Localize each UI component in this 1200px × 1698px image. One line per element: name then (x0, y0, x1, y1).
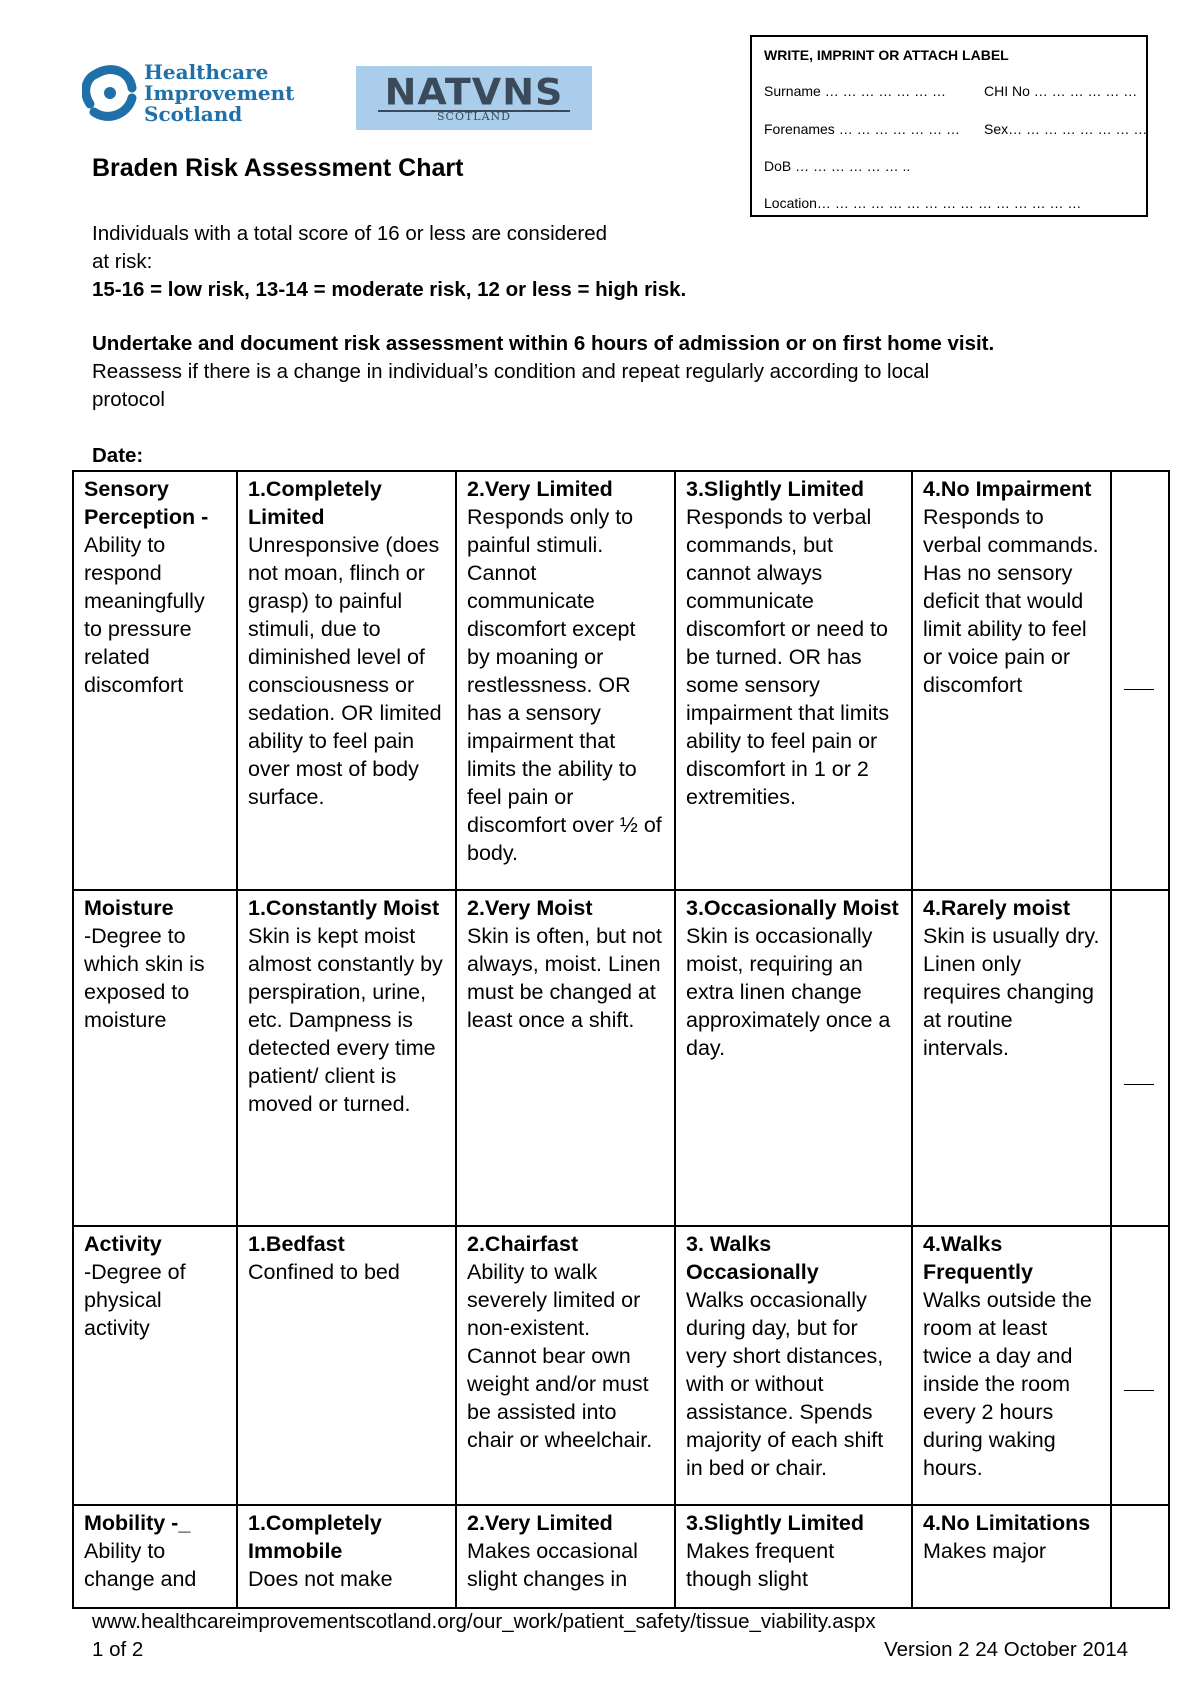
score-entry-cell[interactable] (1111, 1226, 1169, 1505)
label-box-title: WRITE, IMPRINT OR ATTACH LABEL (764, 47, 1009, 63)
score-level-description: Walks outside the room at least twice a day and inside the room every 2 hours during waking hours. (923, 1288, 1092, 1480)
footer-url[interactable]: www.healthcareimprovementscotland.org/our_work/patient_safety/tissue_viability.aspx (92, 1610, 876, 1633)
table-row (73, 1505, 1169, 1608)
score-level-description: Makes major (923, 1539, 1047, 1563)
score-entry-line (1124, 689, 1154, 690)
score-level-description: Responds to verbal commands. Has no sensory deficit that would limit ability to feel or voice pain or discomfort (923, 505, 1099, 697)
score-level-description: Makes occasional slight changes in (467, 1539, 638, 1591)
score-level-title: 2.Very Moist (467, 896, 593, 920)
score-entry-line (1124, 1084, 1154, 1085)
score-level-cell (237, 1505, 456, 1608)
his-logo-text (144, 62, 294, 125)
intro-text: Individuals with a total score of 16 or less are considered (92, 222, 608, 245)
braden-assessment-table (72, 470, 1170, 1609)
category-description: -Degree of physical activity (84, 1260, 186, 1340)
score-level-description: Skin is kept moist almost constantly by perspiration, urine, etc. Dampness is detected every time patient/ client is moved or turned. (248, 924, 443, 1116)
forenames-field[interactable]: Forenames … … … … … … … (764, 121, 961, 137)
natvns-logo (356, 66, 592, 130)
score-level-cell (456, 1226, 675, 1505)
category-title: Sensory Perception - (84, 477, 209, 529)
chi-number-field[interactable]: CHI No … … … … … … (984, 83, 1138, 99)
score-level-cell (237, 471, 456, 890)
score-entry-cell[interactable] (1111, 1505, 1169, 1608)
score-level-cell (912, 471, 1111, 890)
healthcare-improvement-scotland-logo (82, 58, 302, 128)
score-level-description: Skin is usually dry. Linen only requires changing at routine intervals. (923, 924, 1100, 1060)
sex-field[interactable]: Sex… … … … … … … … (984, 121, 1148, 137)
reassess-text: protocol (92, 388, 165, 411)
score-level-title: 2.Chairfast (467, 1232, 579, 1256)
category-cell (73, 1226, 237, 1505)
date-label: Date: (92, 444, 144, 467)
score-level-description: Does not make (248, 1567, 393, 1591)
score-level-cell (912, 1226, 1111, 1505)
score-level-cell (675, 890, 912, 1226)
score-level-description: Confined to bed (248, 1260, 400, 1284)
version-text: Version 2 24 October 2014 (884, 1638, 1128, 1661)
category-description: Ability to respond meaningfully to pressure related discomfort (84, 533, 205, 697)
assessment-instruction: Undertake and document risk assessment within 6 hours of admission or on first home visit. (92, 332, 995, 355)
score-level-cell (237, 1226, 456, 1505)
patient-label-box[interactable] (750, 35, 1148, 217)
surname-field[interactable]: Surname … … … … … … … (764, 83, 947, 99)
score-level-cell (675, 1505, 912, 1608)
score-level-title: 3.Slightly Limited (686, 477, 864, 501)
score-level-cell (912, 1505, 1111, 1608)
score-level-description: Responds to verbal commands, but cannot always communicate discomfort or need to be turned. OR has some sensory impairment that limits ability to feel pain or discomfort in 1 or 2 extremities. (686, 505, 890, 809)
category-cell (73, 471, 237, 890)
score-level-title: 4.No Impairment (923, 477, 1092, 501)
his-logo-mark-icon (82, 62, 140, 124)
dob-field[interactable]: DoB … … … … … … .. (764, 158, 911, 174)
category-cell (73, 1505, 237, 1608)
reassess-text: Reassess if there is a change in individual’s condition and repeat regularly according to local (92, 360, 930, 383)
score-level-title: 2.Very Limited (467, 477, 613, 501)
score-level-cell (456, 1505, 675, 1608)
score-level-cell (456, 471, 675, 890)
score-level-title: 1.Constantly Moist (248, 896, 440, 920)
score-level-title: 3.Slightly Limited (686, 1511, 864, 1535)
score-level-cell (912, 890, 1111, 1226)
score-level-description: Unresponsive (does not moan, flinch or grasp) to painful stimuli, due to diminished level of consciousness or sedation. OR limited ability to feel pain over most of body surface. (248, 533, 442, 809)
score-entry-cell[interactable] (1111, 890, 1169, 1226)
table-row (73, 1226, 1169, 1505)
category-cell (73, 890, 237, 1226)
score-level-description: Skin is often, but not always, moist. Linen must be changed at least once a shift. (467, 924, 662, 1032)
score-level-description: Makes frequent though slight (686, 1539, 835, 1591)
score-level-title: 4.Rarely moist (923, 896, 1070, 920)
category-description: Ability to change and (84, 1539, 197, 1591)
category-title: Mobility -_ (84, 1511, 191, 1535)
his-logo-line: Improvement (144, 81, 295, 105)
table-row (73, 890, 1169, 1226)
category-description: -Degree to which skin is exposed to moisture (84, 924, 205, 1032)
score-level-cell (675, 471, 912, 890)
category-title: Activity (84, 1232, 162, 1256)
score-entry-cell[interactable] (1111, 471, 1169, 890)
score-entry-line (1124, 1390, 1154, 1391)
his-logo-line: Scotland (144, 102, 243, 126)
score-level-description: Skin is occasionally moist, requiring an extra linen change approximately once a day. (686, 924, 891, 1060)
score-level-title: 3.Occasionally Moist (686, 896, 899, 920)
score-level-cell (675, 1226, 912, 1505)
score-level-title: 3. Walks Occasionally (686, 1232, 819, 1284)
category-title: Moisture (84, 896, 174, 920)
intro-text: at risk: (92, 250, 153, 273)
score-level-description: Walks occasionally during day, but for very short distances, with or without assistance. Spends majority of each shift in bed or chair. (686, 1288, 884, 1480)
score-level-title: 1.Completely Limited (248, 477, 382, 529)
natvns-logo-text: NATVNS (384, 71, 564, 113)
his-logo-line: Healthcare (144, 60, 269, 84)
table-row (73, 471, 1169, 890)
score-level-title: 2.Very Limited (467, 1511, 613, 1535)
score-level-title: 4.No Limitations (923, 1511, 1091, 1535)
score-level-title: 4.Walks Frequently (923, 1232, 1033, 1284)
score-level-description: Responds only to painful stimuli. Cannot communicate discomfort except by moaning or restlessness. OR has a sensory impairment that limits the ability to feel pain or discomfort over ½ of body. (467, 505, 662, 865)
natvns-logo-subtext: SCOTLAND (437, 110, 511, 123)
risk-thresholds: 15-16 = low risk, 13-14 = moderate risk, 12 or less = high risk. (92, 278, 687, 301)
page-number: 1 of 2 (92, 1638, 144, 1661)
score-level-title: 1.Bedfast (248, 1232, 345, 1256)
score-level-cell (456, 890, 675, 1226)
page-title: Braden Risk Assessment Chart (92, 154, 464, 182)
score-level-title: 1.Completely Immobile (248, 1511, 382, 1563)
score-level-description: Ability to walk severely limited or non-existent. Cannot bear own weight and/or must be assisted into chair or wheelchair. (467, 1260, 653, 1452)
location-field[interactable]: Location… … … … … … … … … … … … … … … (764, 195, 1082, 211)
score-level-cell (237, 890, 456, 1226)
